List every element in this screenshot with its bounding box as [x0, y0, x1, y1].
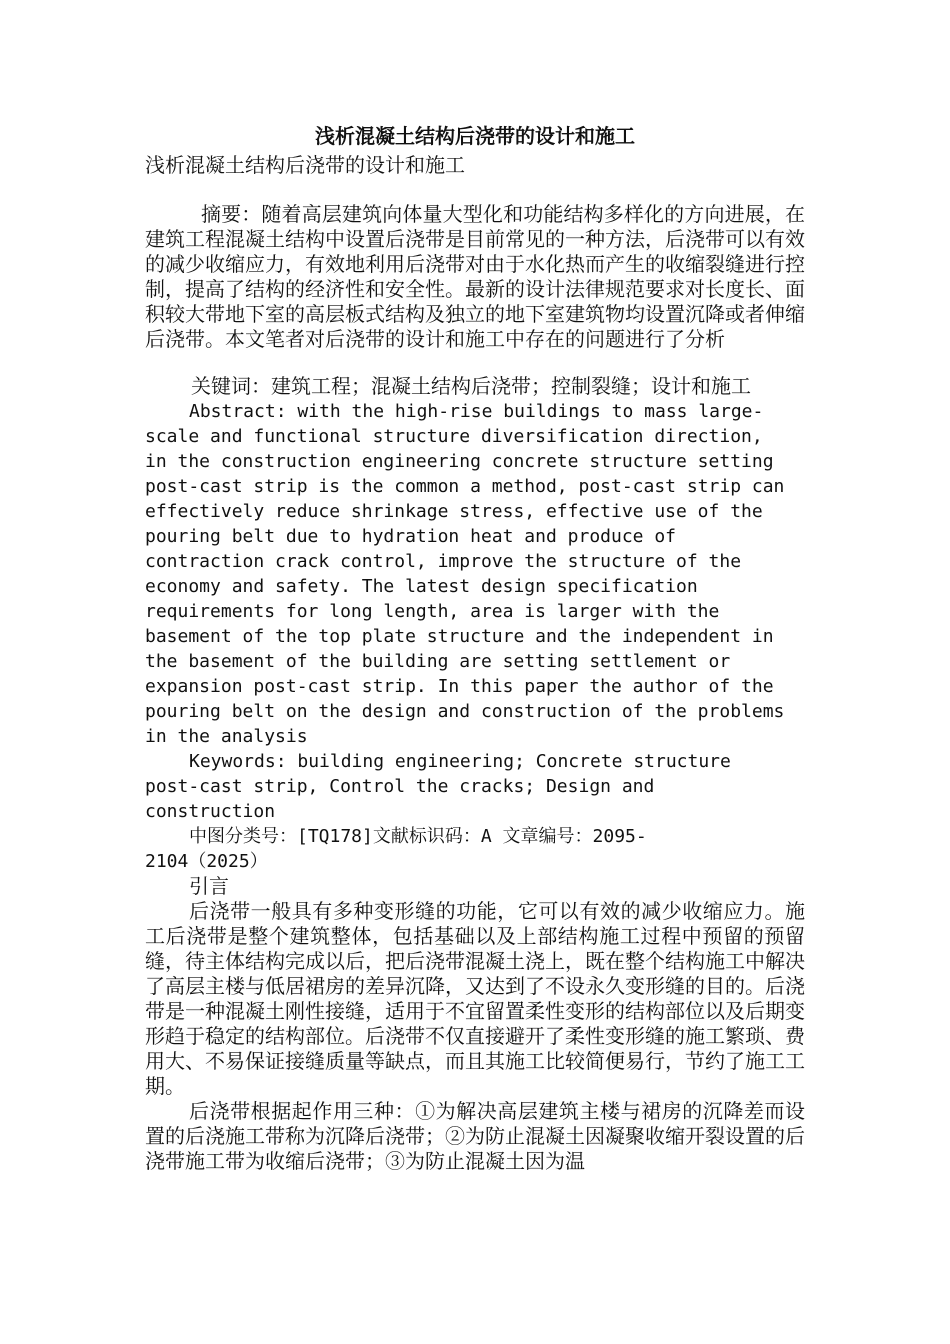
- document-title: 浅析混凝土结构后浇带的设计和施工: [315, 124, 635, 148]
- body-paragraph-1: 后浇带一般具有多种变形缝的功能，它可以有效的减少收缩应力。施工后浇带是整个建筑整体，包括基础以及上部结构施工过程中预留的预留缝，待主体结构完成以后，把后浇带混凝土浇上，既在整个结构施工中解决了高层主楼与低居裙房的差异沉降，又达到了不设永久变形缝的目的。后浇带是一种混凝土刚性接缝，适用于不宜留置柔性变形的结构部位以及后期变形趋于稳定的结构部位。后浇带不仅直接避开了柔性变形缝的施工繁琐、费用大、不易保证接缝质量等缺点，而且其施工比较简便易行，节约了施工工期。: [145, 899, 805, 1098]
- classification-info: 中图分类号：[TQ178]文献标识码：A 文章编号：2095- 2104（2025）: [145, 826, 647, 872]
- body-paragraph-2: 后浇带根据起作用三种：①为解决高层建筑主楼与裙房的沉降差而设置的后浇施工带称为沉降后浇带；②为防止混凝土因凝聚收缩开裂设置的后浇带施工带为收缩后浇带；③为防止混凝土因为温: [145, 1099, 805, 1173]
- keywords-english: Keywords: building engineering; Concrete structure post-cast strip, Control the cracks; Design and construction: [145, 751, 731, 822]
- keywords-chinese: 关键词：建筑工程；混凝土结构后浇带；控制裂缝；设计和施工: [191, 374, 751, 398]
- abstract-chinese: 摘要：随着高层建筑向体量大型化和功能结构多样化的方向进展，在建筑工程混凝土结构中设置后浇带是目前常见的一种方法，后浇带可以有效的减少收缩应力，有效地利用后浇带对由于水化热而产生的收缩裂缝进行控制，提高了结构的经济性和安全性。最新的设计法律规范要求对长度长、面积较大带地下室的高层板式结构及独立的地下室建筑物均设置沉降或者伸缩后浇带。本文笔者对后浇带的设计和施工中存在的问题进行了分析: [145, 202, 805, 351]
- abstract-english: Abstract: with the high-rise buildings to mass large- scale and functional structure diversification direction, in the construction engineering concrete structure setting post-cast strip is the common a method, post-cast strip can effectively reduce shrinkage stress, effective use of the pouring belt due to hydration heat and produce of contraction crack control, improve the structure of the economy and safety. The latest design specification requirements for long length, area is larger with the basement of the top plate structure and the independent in the basement of the building are setting settlement or expansion post-cast strip. In this paper the author of the pouring belt on the design and construction of the problems in the analysis: [145, 401, 785, 747]
- document-subtitle: 浅析混凝土结构后浇带的设计和施工: [145, 153, 465, 177]
- intro-heading: 引言: [189, 874, 229, 898]
- document-page: [145, 120, 805, 1174]
